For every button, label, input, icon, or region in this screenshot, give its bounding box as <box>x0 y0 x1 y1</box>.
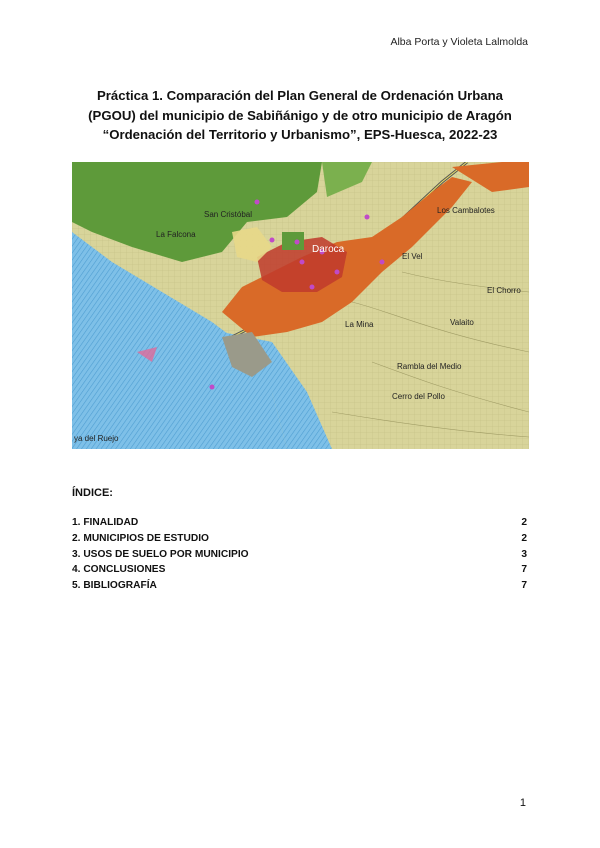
table-of-contents <box>72 515 527 594</box>
map-label-valaito: Valaito <box>450 318 474 327</box>
map-label-san-cristobal: San Cristóbal <box>204 210 253 219</box>
map-label-la-mina: La Mina <box>345 320 374 329</box>
toc-item-page: 3 <box>521 548 527 560</box>
map-label-el-chorro: El Chorro <box>487 286 521 295</box>
map-label-ruejo: ya del Ruejo <box>74 434 119 443</box>
document-title <box>60 86 540 145</box>
toc-item-page: 2 <box>521 517 527 528</box>
land-use-map <box>72 162 529 449</box>
page-number: 1 <box>519 797 526 809</box>
toc-item[interactable] <box>72 562 527 578</box>
map-label-cerro-del-pollo: Cerro del Pollo <box>392 392 445 401</box>
map-label-los-cambalotes: Los Cambalotes <box>437 206 495 215</box>
title-line-1: Práctica 1. Comparación del Plan General de Ordenación Urbana <box>96 88 504 103</box>
toc-item[interactable] <box>72 531 527 547</box>
toc-item[interactable] <box>72 547 527 563</box>
toc-item-page: 2 <box>521 532 527 544</box>
toc-item-label: 4. CONCLUSIONES <box>72 564 166 576</box>
header-author: Alba Porta y Violeta Lalmolda <box>390 36 528 48</box>
toc-item[interactable] <box>72 578 527 594</box>
toc-item-label: 3. USOS DE SUELO POR MUNICIPIO <box>72 548 249 560</box>
title-line-2: (PGOU) del municipio de Sabiñánigo y de otro municipio de Aragón <box>88 107 512 123</box>
toc-item-label: 5. BIBLIOGRAFÍA <box>72 580 157 592</box>
index-heading: ÍNDICE: <box>72 487 113 499</box>
toc-item-label: 1. FINALIDAD <box>72 517 139 528</box>
map-label-la-falcona: La Falcona <box>156 230 196 239</box>
toc-item[interactable] <box>72 515 527 531</box>
title-line-3: “Ordenación del Territorio y Urbanismo”, EPS-Huesca, 2022-23 <box>102 127 498 142</box>
toc-item-page: 7 <box>521 564 527 576</box>
toc-item-page: 7 <box>521 580 527 592</box>
map-label-el-vel: El Vel <box>402 252 423 261</box>
map-label-rambla-del-medio: Rambla del Medio <box>397 362 462 371</box>
map-label-daroca: Daroca <box>312 244 345 255</box>
toc-item-label: 2. MUNICIPIOS DE ESTUDIO <box>72 532 209 544</box>
